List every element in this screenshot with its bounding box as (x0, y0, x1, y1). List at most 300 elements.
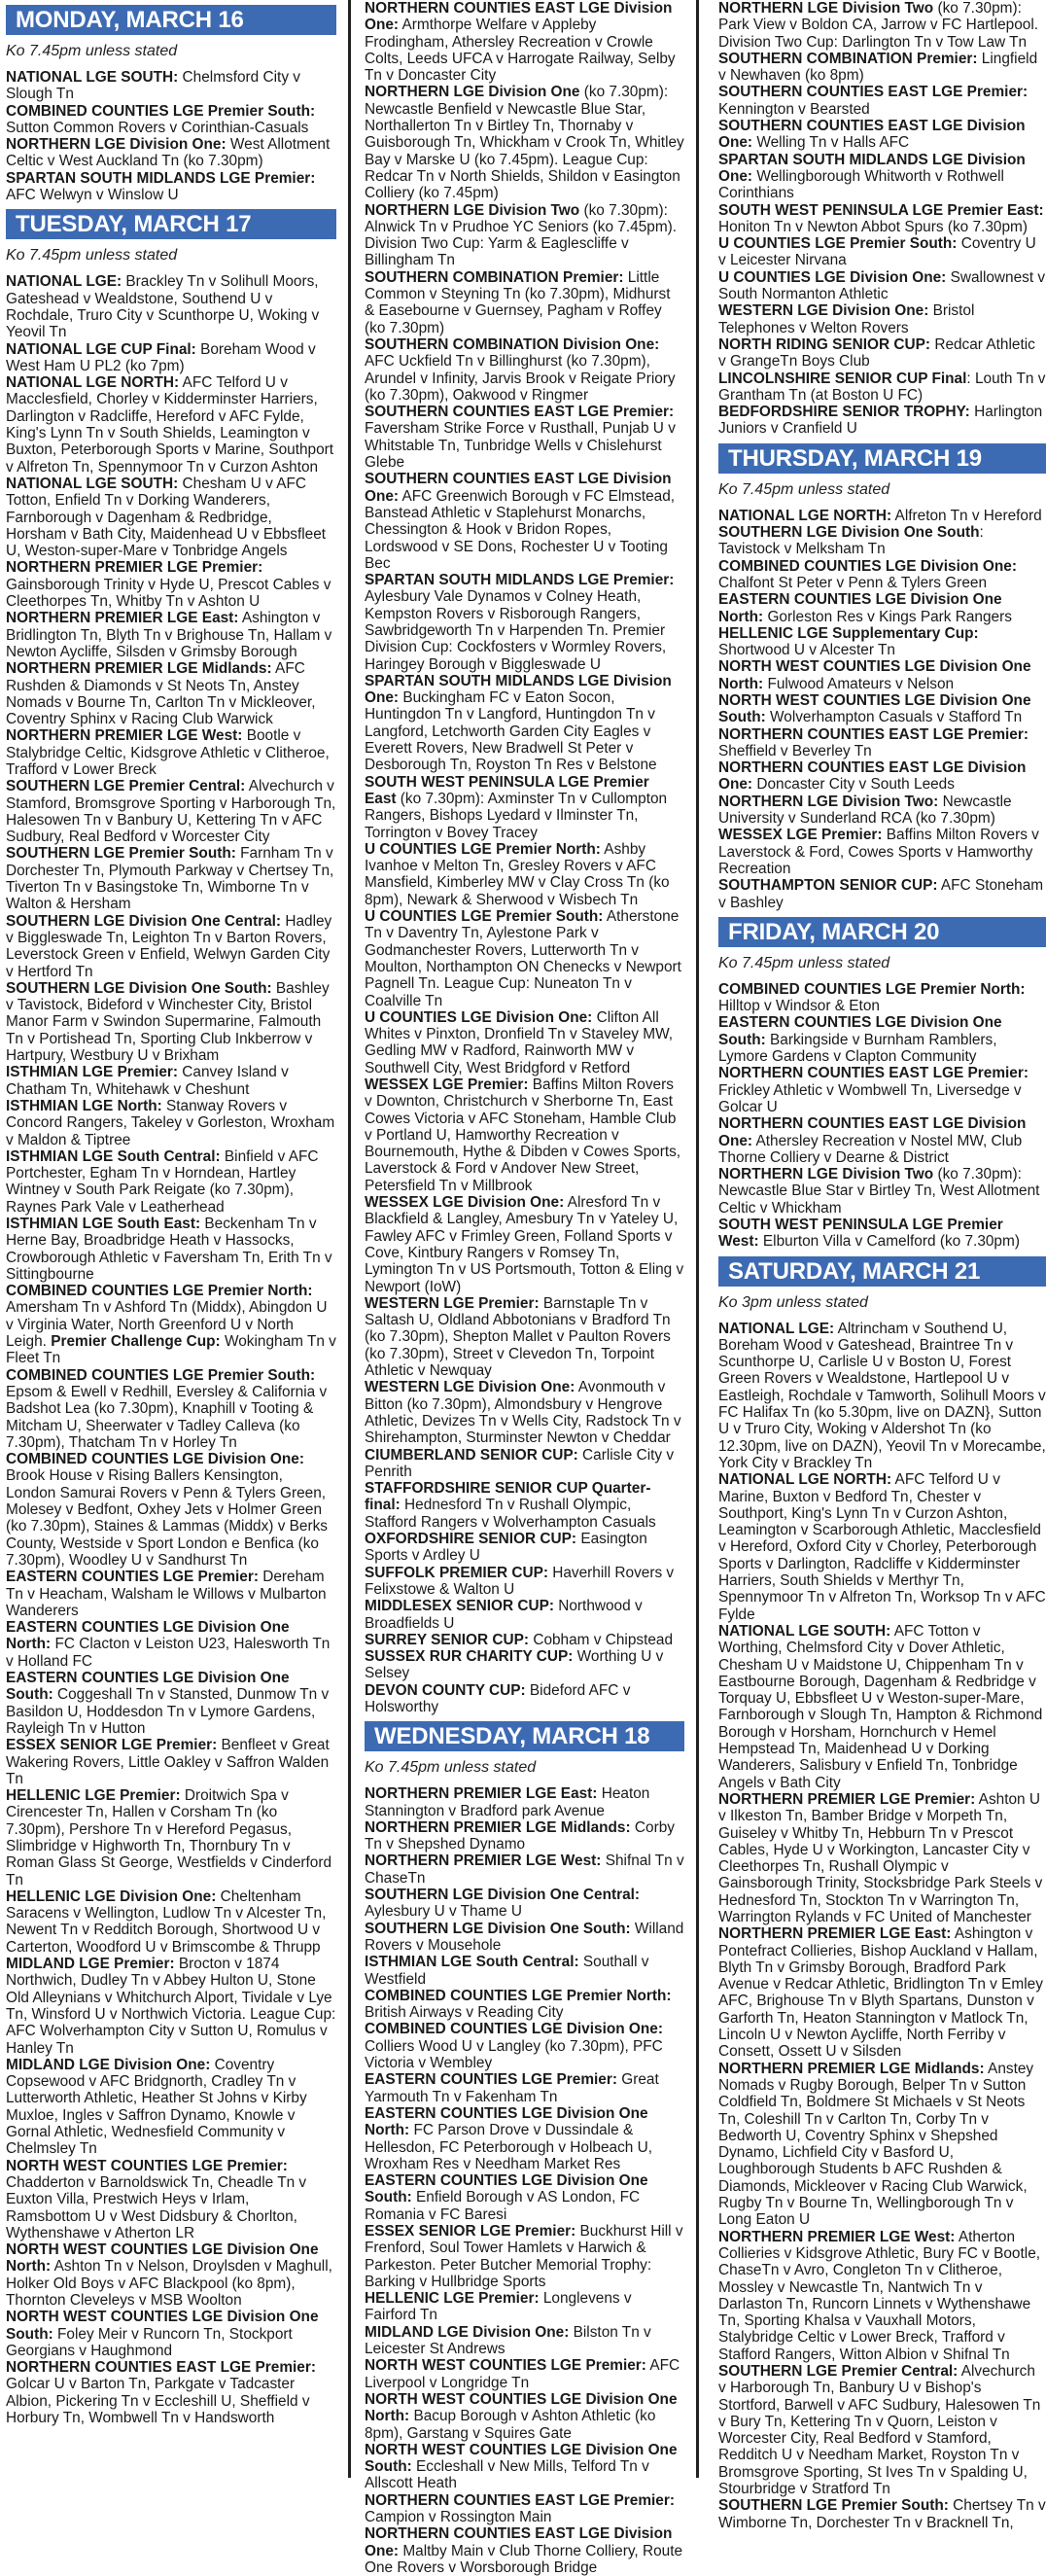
league-name: ESSEX SENIOR LGE Premier: (6, 1737, 218, 1754)
fixture-entry (365, 2172, 684, 2223)
fixture-entry (6, 610, 336, 660)
fixture-list: Cobham v Chipstead (529, 1631, 674, 1648)
fixture-entry (365, 2021, 684, 2071)
fixture-list: Axminster Tn v Cullompton Rangers, Bishops Lyedard v Ilminster Tn, Torrington v Bovey Tracey (365, 790, 668, 841)
fixture-entry (365, 2442, 684, 2492)
league-name: SOUTH WEST PENINSULA LGE Premier East: (718, 201, 1044, 219)
fixture-list: Benfleet v Great Wakering Rovers, Little Oakley v Saffron Walden Tn (6, 1737, 330, 1787)
fixture-entry (365, 202, 684, 269)
fixture-entry (718, 1115, 1046, 1166)
league-name: HELLENIC LGE Premier: (6, 1787, 181, 1805)
league-name: HELLENIC LGE Division One: (6, 1888, 217, 1905)
league-name: COMBINED COUNTIES LGE Division One: (6, 1451, 304, 1468)
fixture-list: Brook House v Rising Ballers Kensington, London Samurai Rovers v Penn & Tylers Green, Molesey v Bedfont, Oxhey Jets v Holmer Green (ko 7.30pm), Staines & Lammas (Middx) v Berks County, Westside v Sport London e Benfica (ko 7.30pm), Woodley U v Sandhurst Tn (6, 1467, 329, 1569)
league-name: NORTHERN PREMIER LGE West: (365, 1853, 602, 1870)
fixture-list: Coventry Copsewood v AFC Bridgnorth, Cradley Tn v Lutterworth Athletic, Heather St Johns v Kirby Muxloe, Ingles v Saffron Dynamo, Knowle v Gornal Athletic, Wednesfield Community v Chelmsley Tn (6, 2056, 307, 2158)
fixture-list: Corby Tn v Shepshed Dynamo (365, 1818, 675, 1853)
fixture-list: Brackley Tn v Solihull Moors, Gateshead v Wealdstone, Southend U v Rochdale, Truro City v Scunthorpe U, Woking v Yeovil Tn (6, 273, 320, 341)
fixture-entry (6, 660, 336, 727)
fixture-entry (6, 1619, 336, 1670)
fixture-entry (6, 778, 336, 845)
fixture-entry (718, 302, 1046, 336)
league-name: MIDLAND LGE Division One: (6, 2056, 211, 2073)
league-name: NORTHERN LGE Division Two (718, 0, 934, 17)
league-name: SPARTAN SOUTH MIDLANDS LGE Premier: (6, 169, 316, 187)
fixture-list: Stanway Rovers v Concord Rangers, Takeley v Gorleston, Wroxham v Maldon & Tiptree (6, 1097, 335, 1148)
fixture-entry (365, 1447, 684, 1481)
fixture-entry (718, 591, 1046, 625)
fixture-entry (718, 202, 1046, 236)
fixture-list: Worthing U v Selsey (365, 1648, 664, 1682)
league-name: SOUTHERN LGE Premier South: (718, 2497, 949, 2515)
fixture-entry (6, 2309, 336, 2359)
fixture-entry (365, 1785, 684, 1819)
league-name: NATIONAL LGE: (6, 273, 122, 291)
fixture-list: Buckhurst Hill v Frenford, Soul Tower Hamlets v Harwich & Parkeston. Peter Butcher Memorial Trophy: Barking v Hullbridge Sports (365, 2223, 683, 2290)
league-name: COMBINED COUNTIES LGE Premier North: (365, 1987, 672, 2004)
fixture-list: Welling Tn v Halls AFC (752, 134, 910, 152)
league-name: NATIONAL LGE SOUTH: (6, 69, 179, 86)
fixture-list: AFC Liverpool v Longridge Tn (365, 2357, 680, 2391)
league-name: SUFFOLK PREMIER CUP: (365, 1564, 548, 1581)
kickoff-override: (ko 7.30pm): (579, 84, 669, 101)
fixture-entry (718, 1217, 1046, 1251)
fixture-entry (365, 1295, 684, 1379)
fixture-entry (718, 877, 1046, 911)
fixture-list: Altrincham v Southend U, Boreham Wood v Gateshead, Braintree Tn v Scunthorpe U, Carlisle U v Boston U, Forest Green Rovers v Wealdstone, Hartlepool U v Eastleigh, Rochdale v Tamworth, Solihull Moors v FC Halifax Tn (ko 5.30pm, live on DAZN}, Sutton U v Truro City, Woking v Aldershot Tn (ko 12.30pm, live on DAZN), Yeovil Tn v Morecambe, York City v Brackley Tn (718, 1320, 1046, 1471)
league-name: NORTHERN PREMIER LGE West: (6, 727, 243, 745)
league-name: ISTHMIAN LGE North: (6, 1097, 162, 1114)
kickoff-note: Ko 7.45pm unless stated (6, 43, 178, 59)
fixture-list: Newcastle University v Sunderland RCA (ko 7.30pm) (718, 793, 1012, 828)
fixture-list: Buckingham FC v Eaton Socon, Huntingdon Tn v Langford, Huntingdon Tn v Langford, Letchworth Garden City Eagles v Everett Rovers, New Bradwell St Peter v Desborough Tn, Royston Tn Res v Belstone (365, 689, 657, 774)
league-name: EASTERN COUNTIES LGE Division One North: (365, 2104, 648, 2139)
league-name: NORTHERN LGE Division Two: (718, 793, 939, 810)
fixture-entry (6, 374, 336, 476)
fixture-list: Chertsey Tn v Wimborne Tn, Dorchester Tn v Bracknell Tn, (718, 2497, 1046, 2531)
fixture-entry (718, 759, 1046, 794)
fixture-list: Brocton v 1874 Northwich, Dudley Tn v Abbey Hulton U, Stone Old Alleynians v Whitchurch Alport, Tividale v Lye Tn, Winsford U v Northwich Victoria. League Cup: AFC Wolverhampton City v Sutton U, Romulus v Hanley Tn (6, 1956, 336, 2057)
league-name: DEVON COUNTY CUP: (365, 1681, 526, 1699)
fixture-list: Golcar U v Barton Tn, Parkgate v Tadcaster Albion, Pickering Tn v Eccleshill U, Sheffield v Horbury Tn, Wombwell Tn v Handsworth (6, 2376, 310, 2427)
fixture-entry (6, 136, 336, 170)
fixture-entry (718, 336, 1046, 371)
league-name: SPARTAN SOUTH MIDLANDS LGE Division One: (718, 151, 1026, 185)
league-name: SOUTH WEST PENINSULA LGE Premier East (365, 773, 649, 807)
league-name: NATIONAL LGE NORTH: (718, 1471, 892, 1489)
fixture-list: Farnham Tn v Dorchester Tn, Plymouth Parkway v Chertsey Tn, Tiverton Tn v Basingstoke Tn, Wimborne Tn v Walton & Hersham (6, 845, 334, 913)
league-name: SOUTHERN LGE Division One South: (365, 1920, 631, 1937)
fixture-list: Ashby Ivanhoe v Melton Tn, Gresley Rovers v AFC Mansfield, Kimberley MW v Clay Cross Tn (ko 8pm), Newark & Sherwood v Wisbech Tn (365, 840, 670, 908)
league-name: NORTH WEST COUNTIES LGE Division One South: (6, 2309, 319, 2343)
fixture-entry (6, 1569, 336, 1619)
fixture-entry (365, 2105, 684, 2172)
fixture-list: Bashley v Tavistock, Bideford v Winchester City, Bristol Manor Farm v Swindon Supermarine, Falmouth Tn v Portishead Tn, Sporting Club Inkberrow v Hartpury, Westbury U v Brixham (6, 979, 330, 1065)
fixture-entry (365, 1921, 684, 1955)
fixture-list: Bootle v Stalybridge Celtic, Kidsgrove Athletic v Clitheroe, Trafford v Lower Breck (6, 727, 330, 778)
league-name: WESTERN LGE Premier: (365, 1294, 540, 1312)
league-name: SOUTHERN COUNTIES EAST LGE Premier: (718, 84, 1029, 101)
fixture-entry (365, 84, 684, 201)
league-name: HELLENIC LGE Supplementary Cup: (718, 624, 979, 642)
league-name: NORTH RIDING SENIOR CUP: (718, 335, 931, 353)
league-name: COMBINED COUNTIES LGE Premier North: (718, 980, 1026, 998)
league-name: EASTERN COUNTIES LGE Division One North: (6, 1619, 290, 1653)
fixture-entry (718, 1321, 1046, 1472)
league-name: WESSEX LGE Premier: (718, 827, 883, 844)
fixture-list: Maltby Main v Club Thorne Colliery, Route One Rovers v Worsborough Bridge (365, 2542, 683, 2576)
league-name: NORTHERN COUNTIES EAST LGE Division One: (365, 2525, 673, 2559)
fixture-entry (365, 1954, 684, 1988)
fixture-list: Elburton Villa v Camelford (ko 7.30pm) (758, 1233, 1020, 1251)
fixture-list: Great Yarmouth Tn v Fakenham Tn (365, 2071, 659, 2105)
fixture-list: Athersley Recreation v Nostel MW, Club Thorne Colliery v Dearne & District (718, 1132, 1023, 1166)
fixture-entry (365, 1565, 684, 1599)
league-name: BEDFORDSHIRE SENIOR TROPHY: (718, 404, 970, 421)
league-name: NATIONAL LGE SOUTH: (718, 1622, 891, 1640)
league-name: WESTERN LGE Division One: (365, 1379, 575, 1396)
fixture-list: Honiton Tn v Newton Abbot Spurs (ko 7.30pm) (718, 218, 1028, 235)
fixture-entry (365, 2223, 684, 2290)
league-name: U COUNTIES LGE Division One: (718, 268, 947, 286)
fixture-list: Aylesbury U v Thame U (365, 1903, 522, 1921)
fixture-entry (365, 1598, 684, 1632)
fixture-entry (6, 1283, 336, 1366)
fixture-entry (365, 336, 684, 404)
fixture-entry (6, 1451, 336, 1569)
fixture-entry (6, 1737, 336, 1787)
day-heading: TUESDAY, MARCH 17 (6, 209, 336, 239)
league-name: NORTHERN COUNTIES EAST LGE Division One: (718, 759, 1027, 794)
fixture-entry (6, 69, 336, 103)
fixture-entry (365, 1076, 684, 1194)
league-name: LINCOLNSHIRE SENIOR CUP Final (718, 370, 967, 387)
fixture-entry (6, 1064, 336, 1098)
fixture-list: Willand Rovers v Mousehole (365, 1920, 684, 1954)
league-name: U COUNTIES LGE Premier South: (718, 235, 958, 253)
fixture-list: AFC Greenwich Borough v FC Elmstead, Banstead Athletic v Staplehurst Monarchs, Chessington & Hook v Bridon Ropes, Lordswood v SE Dons, Rochester U v Tooting Bec (365, 487, 676, 572)
league-name: NORTHERN COUNTIES EAST LGE Division One: (365, 0, 673, 34)
fixture-entry (718, 1925, 1046, 2060)
league-name: SOUTHERN COUNTIES EAST LGE Division One: (718, 118, 1026, 152)
fixture-list: Wolverhampton Casuals v Stafford Tn (765, 709, 1023, 726)
fixture-entry (718, 2061, 1046, 2229)
league-name: COMBINED COUNTIES LGE Premier North: (6, 1283, 313, 1300)
fixture-entry (718, 0, 1046, 51)
kickoff-override: : (966, 370, 971, 387)
league-name: SPARTAN SOUTH MIDLANDS LGE Division One: (365, 672, 672, 707)
fixture-list: Droitwich Spa v Cirencester Tn, Hallen v Corsham Tn (ko 7.30pm), Pershore Tn v Hereford Pegasus, Slimbridge v Highworth Tn, Thornbury Tn v Roman Glass St George, Westfields v Cinderford Tn (6, 1787, 332, 1888)
fixture-entry (365, 1480, 684, 1531)
fixture-list: Harlington Juniors v Cranfield U (718, 404, 1043, 438)
league-name: NORTHERN LGE Division One: (6, 136, 227, 154)
fixture-entry (365, 1648, 684, 1682)
league-name: ESSEX SENIOR LGE Premier: (365, 2223, 576, 2240)
kickoff-override: (ko 7.30pm): (933, 0, 1022, 17)
fixture-entry (718, 1471, 1046, 1623)
league-name: SOUTHERN COUNTIES EAST LGE Premier: (365, 404, 675, 421)
league-name: EASTERN COUNTIES LGE Division One North: (718, 591, 1002, 625)
league-name: SOUTHERN LGE Division One South (718, 524, 980, 542)
fixture-entry (718, 1623, 1046, 1791)
fixture-list: Ashington v Pontefract Collieries, Bishop Auckland v Hallam, Blyth Tn v Grimsby Borough, Bradford Park Avenue v Redcar Athletic, Bridlington Tn v Emley AFC, Brighouse Tn v Blyth Spartans, Dunston v Garforth Tn, Heaton Stannington v Matlock Tn, Lincoln U v Newton Aycliffe, North Ferriby v Consett, Ossett U v Silsden (718, 1925, 1043, 2061)
fixture-list: AFC Uckfield Tn v Billinghurst (ko 7.30pm), Arundel v Infinity, Jarvis Brook v Reigate Priory (ko 7.30pm), Oakwood v Ringmer (365, 353, 676, 404)
fixture-entry (6, 341, 336, 375)
league-name: NORTHERN COUNTIES EAST LGE Division One: (718, 1115, 1027, 1149)
fixture-entry (365, 471, 684, 572)
fixture-entry (718, 404, 1046, 438)
fixture-entry (718, 726, 1046, 760)
league-name: ISTHMIAN LGE South Central: (365, 1954, 579, 1971)
fixture-entry (718, 1014, 1046, 1065)
fixture-entry (365, 2492, 684, 2526)
fixture-list: Ashington v Bridlington Tn, Blyth Tn v Brighouse Tn, Hallam v Newton Aycliffe, Silsden v Grimsby Borough (6, 610, 332, 660)
fixture-list: Foley Meir v Runcorn Tn, Stockport Georgians v Haughmond (6, 2325, 293, 2359)
league-name: NORTHERN PREMIER LGE East: (6, 610, 239, 627)
league-name: NORTHERN PREMIER LGE Premier: (718, 1790, 976, 1808)
fixture-entry (718, 84, 1046, 118)
fixture-entry (718, 658, 1046, 692)
fixture-entry (6, 1367, 336, 1451)
fixture-list: Alvechurch v Stamford, Bromsgrove Sporting v Harborough Tn, Halesowen Tn v Banbury U, Kettering Tn v AFC Sudbury, Real Bedford v Worcester City (6, 778, 336, 846)
fixture-list: Barkingside v Burnham Ramblers, Lymore Gardens v Clapton Community (718, 1031, 997, 1066)
fixture-entry (718, 524, 1046, 558)
fixture-list: Alvechurch v Harborough Tn, Banbury U v Bishop's Stortford, Barwell v AFC Sudbury, Halesowen Tn v Bury Tn, Kettering Tn v Quorn, Leiston v Worcester City, Real Bedford v Stamford, Redditch U v Needham Market, Royston Tn v Bromsgrove Sporting, St Ives Tn v Spalding U, Stourbridge v Stratford Tn (718, 2363, 1041, 2498)
fixture-list: Campion v Rossington Main (365, 2509, 552, 2526)
fixture-list: Longlevens v Fairford Tn (365, 2290, 632, 2324)
fixture-list: Alnwick Tn v Prudhoe YC Seniors (ko 7.45pm). Division Two Cup: Yarm & Eaglescliffe v Billingham Tn (365, 218, 678, 269)
fixture-entry (365, 1988, 684, 2022)
league-name: OXFORDSHIRE SENIOR CUP: (365, 1531, 577, 1548)
fixture-list: Baffins Milton Rovers v Laverstock & Ford, Cowes Sports v Hamworthy Recreation (718, 827, 1039, 877)
fixture-entry (718, 981, 1046, 1015)
fixture-entry (6, 2158, 336, 2241)
fixture-list: Bristol Telephones v Welton Rovers (718, 302, 975, 336)
league-name: NORTHERN COUNTIES EAST LGE Premier: (718, 725, 1029, 743)
fixture-list: Epsom & Ewell v Redhill, Eversley & California v Badshot Lea (ko 7.30pm), Knaphill v Tooting & Mitcham U, Sheerwater v Tadley Calleva (ko 7.30pm), Thatcham Tn v Horley Tn (6, 1383, 328, 1451)
fixture-entry (718, 2229, 1046, 2363)
fixture-entry (6, 845, 336, 912)
league-name: COMBINED COUNTIES LGE Premier South: (6, 102, 316, 120)
fixture-entry (6, 103, 336, 137)
fixture-list: AFC Telford U v Macclesfield, Chorley v Kidderminster Harriers, Darlington v Radcliffe, Hereford v AFC Fylde, King's Lynn Tn v South Shields, Leamington v Buxton, Peterborough Sports v Marine, Southport v Alfreton Tn, Spennymoor Tn v Curzon Ashton (6, 374, 334, 476)
fixture-entry (6, 1098, 336, 1148)
fixture-list: Fulwood Amateurs v Nelson (763, 675, 955, 692)
fixture-entry (6, 1670, 336, 1737)
fixture-entry (365, 1682, 684, 1716)
fixture-list: Kennington v Bearsted (718, 100, 870, 118)
fixture-list: Hadley v Biggleswade Tn, Leighton Tn v Barton Rovers, Leverstock Green v Enfield, Welwyn Garden City v Hertford Tn (6, 912, 332, 980)
fixture-list: Alfreton Tn v Hereford (891, 507, 1042, 524)
fixture-list: Frickley Athletic v Wombwell Tn, Liversedge v Golcar U (718, 1081, 1022, 1115)
league-name: COMBINED COUNTIES LGE Premier South: (6, 1366, 316, 1384)
league-name: NORTHERN PREMIER LGE Midlands: (365, 1818, 631, 1836)
fixture-list: Gainsborough Trinity v Hyde U, Prescot Cables v Cleethorpes Tn, Whitby Tn v Ashton U (6, 576, 331, 611)
fixture-list: Bideford AFC v Holsworthy (365, 1681, 631, 1715)
league-name: SURREY SENIOR CUP: (365, 1631, 530, 1648)
fixture-list: Faversham Strike Force v Rusthall, Punjab U v Whitstable Tn, Tunbridge Wells v Chislehurst Glebe (365, 420, 676, 472)
fixture-entry (365, 404, 684, 471)
fixture-entry (718, 2363, 1046, 2497)
fixture-entry (6, 727, 336, 778)
fixture-list: Northwood v Broadfields U (365, 1598, 643, 1632)
league-name: NORTH WEST COUNTIES LGE Premier: (6, 2157, 288, 2174)
fixture-list: Avonmouth v Bitton (ko 7.30pm), Almondsbury v Hengrove Athletic, Devizes Tn v Wells City, Radstock Tn v Shirehampton, Sturminster Newton v Cheddar (365, 1379, 681, 1447)
league-name: ISTHMIAN LGE South East: (6, 1216, 201, 1232)
fixture-entry (718, 692, 1046, 726)
fixture-entry (6, 559, 336, 610)
kickoff-note: Ko 7.45pm unless stated (718, 480, 890, 498)
league-name: NORTH WEST COUNTIES LGE Division One North: (365, 2390, 678, 2425)
fixture-entry (718, 1166, 1046, 1217)
fixture-entry (365, 2290, 684, 2324)
kickoff-override: (ko 7.30pm): (933, 1166, 1022, 1183)
fixture-entry (365, 2324, 684, 2358)
fixture-entry (718, 235, 1046, 269)
league-name: WESSEX LGE Premier: (365, 1076, 529, 1093)
fixture-entry (365, 1887, 684, 1921)
league-name: SOUTH WEST PENINSULA LGE Premier West: (718, 1217, 1003, 1251)
column-1 (6, 0, 336, 2478)
fixture-entry (365, 1009, 684, 1076)
fixture-entry (6, 1888, 336, 1956)
fixture-list: Chalfont St Peter v Penn & Tylers Green (718, 574, 988, 591)
league-name: NORTHERN COUNTIES EAST LGE Premier: (365, 2491, 675, 2509)
fixture-entry (6, 2359, 336, 2426)
fixture-entry (6, 476, 336, 559)
league-name: EASTERN COUNTIES LGE Premier: (365, 2071, 617, 2089)
fixture-entry (365, 269, 684, 336)
fixture-entry (6, 1787, 336, 1888)
fixture-entry (718, 51, 1046, 85)
fixture-list: Amersham Tn v Ashford Tn (Middx), Abingdon U v Virginia Water, North Greenford U v North Leigh. (6, 1299, 328, 1351)
league-name: COMBINED COUNTIES LGE Division One: (718, 557, 1017, 575)
fixture-list: Heaton Stannington v Bradford park Avenue (365, 1785, 650, 1819)
fixture-entry (718, 508, 1046, 524)
fixture-entry (365, 2357, 684, 2391)
league-name: SOUTHERN LGE Division One Central: (6, 912, 282, 930)
fixture-list: Anstey Nomads v Rugby Borough, Belper Tn v Sutton Coldfield Tn, Boldmere St Michaels v St Neots Tn, Coleshill Tn v Carlton Tn, Corby Tn v Bedworth U, Coventry Sphinx v Shepshed Dynamo, Lichfield City v Basford U, Loughborough Students b AFC Rushden & Diamonds, Mickleover v Racing Club Warwick, Rugby Tn v Bourne Tn, Wellingborough Tn v Long Eaton U (718, 2060, 1034, 2229)
league-name: MIDLAND LGE Division One: (365, 2323, 570, 2341)
fixture-entry (718, 371, 1046, 405)
league-name: EASTERN COUNTIES LGE Division One South: (718, 1014, 1002, 1048)
fixture-list: Barnstaple Tn v Saltash U, Oldland Abbotonians v Bradford Tn (ko 7.30pm), Shepton Mallet v Paulton Rovers (ko 7.30pm), Street v Clevedon Tn, Torpoint Athletic v Newquay (365, 1294, 671, 1380)
fixture-list: Louth Tn v Grantham Tn (at Boston U FC) (718, 370, 1046, 404)
fixture-entry (6, 980, 336, 1064)
fixture-list: Binfield v AFC Portchester, Egham Tn v Horndean, Hartley Wintney v South Park Reigate (ko 7.30pm), Raynes Park Vale v Leatherhead (6, 1147, 319, 1216)
league-name: NORTH WEST COUNTIES LGE Division One South: (718, 691, 1031, 726)
league-name: NORTHERN LGE Division Two (718, 1166, 934, 1183)
fixture-entry (718, 2497, 1046, 2531)
league-name: NORTHERN COUNTIES EAST LGE Premier: (718, 1065, 1029, 1082)
league-name: NORTHERN PREMIER LGE East: (365, 1785, 598, 1803)
fixture-entry (365, 0, 684, 84)
fixture-list: Chesham U v AFC Totton, Enfield Tn v Dorking Wanderers, Farnborough v Dagenham & Redbridge, Horsham v Bath City, Maidenhead U v Ebbsfleet U, Weston-super-Mare v Tonbridge Angels (6, 475, 327, 560)
league-name: EASTERN COUNTIES LGE Division One South: (365, 2172, 648, 2206)
fixture-entry (365, 908, 684, 1009)
fixture-list: Ashton Tn v Nelson, Droylsden v Maghull, Holker Old Boys v AFC Blackpool (ko 8pm), Thornton Cleveleys v MSB Woolton (6, 2258, 332, 2309)
fixture-entry (365, 774, 684, 841)
fixture-list: Tavistock v Melksham Tn (718, 541, 886, 558)
league-name: EASTERN COUNTIES LGE Division One South: (6, 1670, 290, 1704)
fixture-list: Haverhill Rovers v Felixstowe & Walton U (365, 1564, 675, 1598)
league-name: NORTHERN LGE Division One (365, 84, 580, 101)
fixture-entry (365, 1379, 684, 1446)
league-name: NORTHERN PREMIER LGE Premier: (6, 559, 263, 577)
day-heading: SATURDAY, MARCH 21 (718, 1256, 1046, 1287)
fixture-list: Boreham Wood v West Ham U PL2 (ko 7pm) (6, 340, 316, 374)
fixture-list: Dereham Tn v Heacham, Walsham le Willows v Mulbarton Wanderers (6, 1569, 327, 1619)
fixture-list: Newcastle Benfield v Newcastle Blue Star, Northallerton Tn v Birtley Tn, Thornaby v Guisborough Tn, Whickham v Crook Tn, Whitley Bay v Marske U (ko 7.45pm). League Cup: Redcar Tn v North Shields, Shildon v Easington Colliery (ko 7.45pm) (365, 100, 684, 202)
league-name: NORTHERN PREMIER LGE Midlands: (6, 660, 272, 678)
column-3 (696, 0, 1046, 2531)
fixture-list: Colliers Wood U v Langley (ko 7.30pm), PFC Victoria v Wembley (365, 2037, 663, 2072)
fixture-entry (365, 2071, 684, 2105)
league-name: SOUTHERN LGE Division One Central: (365, 1887, 641, 1904)
league-name: NORTH WEST COUNTIES LGE Premier: (365, 2357, 646, 2375)
fixture-list: Chelmsford City v Slough Tn (6, 69, 300, 103)
fixture-list: AFC Telford U v Marine, Buxton v Bedford Tn, Chester v Southport, King's Lynn Tn v Curzon Ashton, Leamington v Scarborough Athletic, Macclesfield v Hereford, Oxford City v Chorley, Peterborough Sports v Darlington, Radcliffe v Kidderminster Harriers, South Shields v Merthyr Tn, Spennymoor Tn v Alfreton Tn, Worksop Tn v AFC Fylde (718, 1471, 1046, 1623)
fixture-entry (718, 269, 1046, 303)
league-name: NORTHERN COUNTIES EAST LGE Premier: (6, 2359, 316, 2377)
fixture-list: Clifton All Whites v Pinxton, Dronfield Tn v Staveley MW, Gedling MW v Radford, Rainworth MW v Southwell City, West Bridgford v Retford (365, 1008, 674, 1076)
league-name: STAFFORDSHIRE SENIOR CUP Quarter-final: (365, 1480, 651, 1514)
fixture-list: Lingfield v Newhaven (ko 8pm) (718, 50, 1038, 85)
fixture-entry (6, 273, 336, 340)
kickoff-note: Ko 7.45pm unless stated (365, 1759, 537, 1777)
fixture-entry (365, 1632, 684, 1648)
league-name: SOUTHAMPTON SENIOR CUP: (718, 877, 938, 895)
fixture-list: Coggeshall Tn v Stansted, Dunmow Tn v Basildon U, Hoddesdon Tn v Lymore Gardens, Rayleigh Tn v Hutton (6, 1686, 330, 1737)
kickoff-note: Ko 3pm unless stated (718, 1293, 868, 1311)
fixture-entry (718, 625, 1046, 659)
league-name: MIDLAND LGE Premier: (6, 1956, 175, 1973)
league-name: U COUNTIES LGE Division One: (365, 1008, 593, 1026)
fixture-list: Doncaster City v South Leeds (752, 776, 955, 794)
fixture-list: Enfield Borough v AS London, FC Romania v FC Baresi (365, 2189, 641, 2223)
league-name: SOUTHERN LGE Premier South: (6, 845, 236, 863)
fixture-list: Atherstone Tn v Daventry Tn, Aylestone Park v Godmanchester Rovers, Lutterworth Tn v Moulton, Northampton ON Chenecks v Newport Pagnell Tn. League Cup: Nuneaton Tn v Coalville Tn (365, 908, 681, 1009)
fixture-list: Gorleston Res v Kings Park Rangers (763, 608, 1012, 625)
fixture-entry (365, 1819, 684, 1853)
fixture-entry (6, 2057, 336, 2158)
league-name: NORTHERN PREMIER LGE East: (718, 1925, 952, 1943)
league-name: SOUTHERN COMBINATION Division One: (365, 335, 660, 353)
league-name: NATIONAL LGE NORTH: (6, 374, 180, 392)
fixture-list: Eccleshall v New Mills, Telford Tn v Allscott Heath (365, 2458, 649, 2492)
fixture-list: Atherton Collieries v Kidsgrove Athletic, Bury FC v Bootle, ChaseTn v Avro, Congleton Tn v Clitheroe, Mossley v Newcastle Tn, Nantwich Tn v Darlaston Tn, Runcorn Linnets v Wythenshawe Tn, Sporting Khalsa v Vauxhall Motors, Stalybridge Celtic v Lower Breck, Trafford v Stafford Rangers, Witton Albion v Shifnal Tn (718, 2228, 1041, 2363)
day-heading: MONDAY, MARCH 16 (6, 5, 336, 35)
league-name: SUSSEX RUR CHARITY CUP: (365, 1648, 574, 1666)
fixture-list: Coventry U v Leicester Nirvana (718, 235, 1036, 269)
league-name: HELLENIC LGE Premier: (365, 2290, 540, 2308)
league-name: SOUTHERN COMBINATION Premier: (365, 268, 624, 286)
league-name: U COUNTIES LGE Premier North: (365, 840, 601, 858)
league-name: U COUNTIES LGE Premier South: (365, 908, 604, 926)
fixture-entry (718, 794, 1046, 828)
day-heading: THURSDAY, MARCH 19 (718, 443, 1046, 474)
league-name: NORTH WEST COUNTIES LGE Division One South: (365, 2441, 678, 2476)
fixture-list: Wokingham Tn v Fleet Tn (6, 1333, 336, 1367)
fixture-list: Armthorpe Welfare v Appleby Frodingham, Athersley Recreation v Crowle Colts, Leeds UFCA v Harrogate Railway, Selby Tn v Doncaster City (365, 17, 676, 85)
fixture-entry (365, 1853, 684, 1887)
fixture-list: Bilston Tn v Leicester St Andrews (365, 2323, 651, 2358)
fixture-list: Easington Sports v Ardley U (365, 1531, 647, 1565)
fixture-entry (718, 152, 1046, 202)
fixture-list: Redcar Athletic v GrangeTn Boys Club (718, 335, 1035, 371)
league-name: SPARTAN SOUTH MIDLANDS LGE Premier: (365, 572, 675, 589)
league-name: NORTHERN LGE Division Two (365, 201, 580, 219)
